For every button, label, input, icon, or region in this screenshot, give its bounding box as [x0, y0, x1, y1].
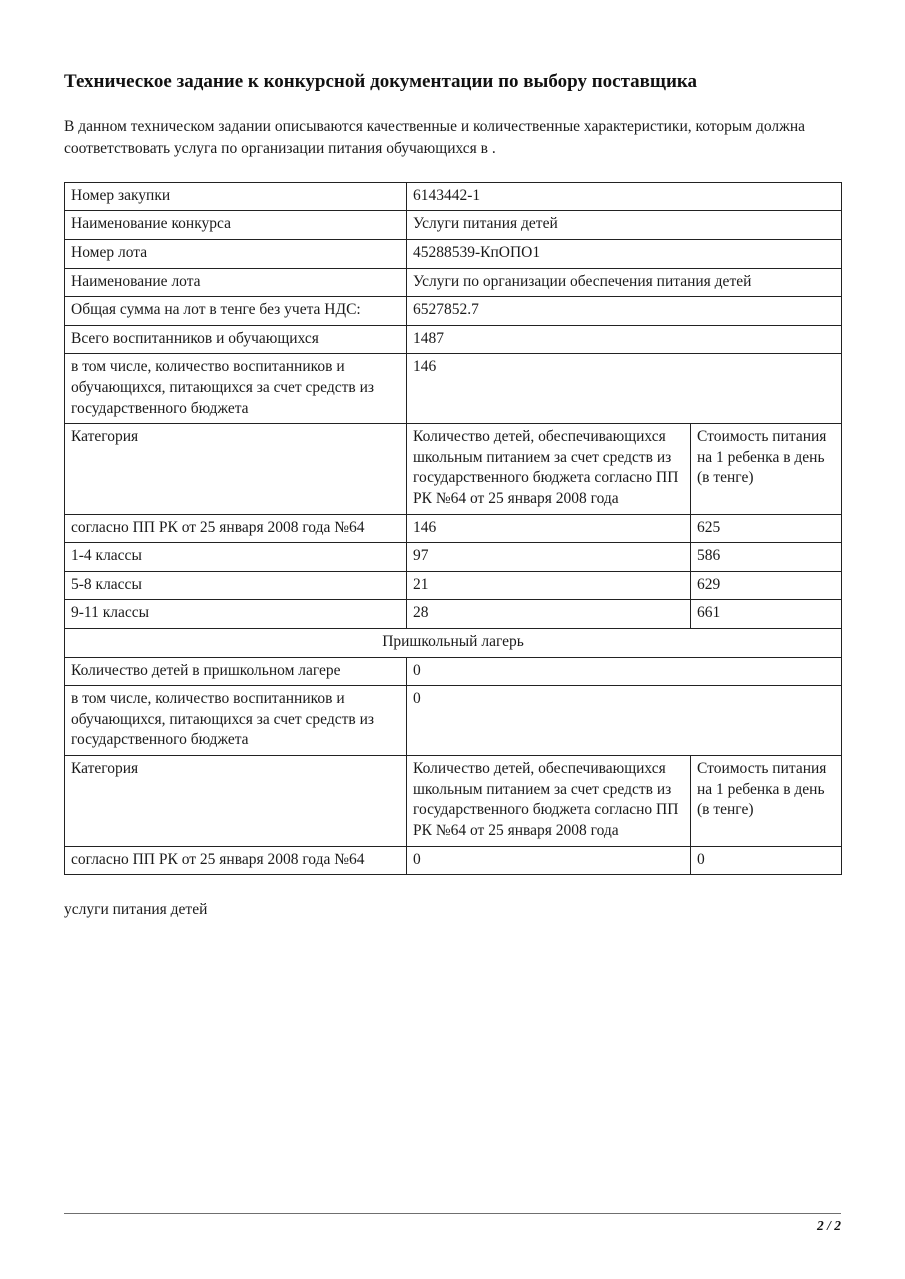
- table-cell: 661: [691, 600, 842, 629]
- table-row: [65, 514, 842, 543]
- table-cell: 9-11 классы: [65, 600, 407, 629]
- table-cell: 28: [407, 600, 691, 629]
- table-row: [65, 629, 842, 658]
- table-cell: Количество детей в пришкольном лагере: [65, 657, 407, 686]
- table-cell: Количество детей, обеспечивающихся школьным питанием за счет средств из государственного бюджета согласно ПП РК №64 от 25 января 2008 года: [407, 424, 691, 514]
- table-cell: 146: [407, 354, 842, 424]
- table-row: [65, 182, 842, 211]
- page-title: Техническое задание к конкурсной документации по выбору поставщика: [64, 71, 698, 92]
- document-page: [64, 0, 841, 1279]
- footer-note: услуги питания детей: [64, 901, 208, 919]
- table-cell: Пришкольный лагерь: [65, 629, 842, 658]
- intro-paragraph: В данном техническом задании описываются качественные и количественные характеристики, которым должна соответствовать услуга по организации питания обучающихся в .: [64, 117, 806, 158]
- table-row: [65, 756, 842, 846]
- table-cell: Услуги питания детей: [407, 211, 842, 240]
- footer-divider: [64, 1213, 841, 1214]
- table-cell: 5-8 классы: [65, 571, 407, 600]
- table-cell: Категория: [65, 424, 407, 514]
- table-cell: согласно ПП РК от 25 января 2008 года №64: [65, 514, 407, 543]
- table-cell: Услуги по организации обеспечения питания детей: [407, 268, 842, 297]
- table-cell: 97: [407, 543, 691, 572]
- table-row: [65, 846, 842, 875]
- table-cell: согласно ПП РК от 25 января 2008 года №64: [65, 846, 407, 875]
- table-row: [65, 325, 842, 354]
- table-cell: 625: [691, 514, 842, 543]
- table-cell: 0: [691, 846, 842, 875]
- table-row: [65, 424, 842, 514]
- table-row: [65, 600, 842, 629]
- table-row: [65, 354, 842, 424]
- table-cell: 6527852.7: [407, 297, 842, 326]
- table-cell: 0: [407, 846, 691, 875]
- table-cell: 21: [407, 571, 691, 600]
- table-cell: Наименование конкурса: [65, 211, 407, 240]
- table-cell: 45288539-КпОПО1: [407, 239, 842, 268]
- table-cell: 6143442-1: [407, 182, 842, 211]
- page-number: 2 / 2: [816, 1218, 841, 1233]
- table-cell: Категория: [65, 756, 407, 846]
- table-cell: Общая сумма на лот в тенге без учета НДС:: [65, 297, 407, 326]
- table-cell: 146: [407, 514, 691, 543]
- table-cell: Номер закупки: [65, 182, 407, 211]
- table-row: [65, 657, 842, 686]
- table-cell: Количество детей, обеспечивающихся школьным питанием за счет средств из государственного бюджета согласно ПП РК №64 от 25 января 2008 года: [407, 756, 691, 846]
- table-row: [65, 268, 842, 297]
- spec-table: [64, 182, 842, 875]
- page-footer: [64, 1213, 841, 1234]
- table-cell: Стоимость питания на 1 ребенка в день (в тенге): [691, 424, 842, 514]
- table-row: [65, 543, 842, 572]
- table-cell: 1-4 классы: [65, 543, 407, 572]
- table-cell: Стоимость питания на 1 ребенка в день (в тенге): [691, 756, 842, 846]
- table-cell: в том числе, количество воспитанников и обучающихся, питающихся за счет средств из государственного бюджета: [65, 686, 407, 756]
- table-cell: Номер лота: [65, 239, 407, 268]
- table-row: [65, 571, 842, 600]
- table-cell: 0: [407, 657, 842, 686]
- table-cell: Всего воспитанников и обучающихся: [65, 325, 407, 354]
- table-cell: 586: [691, 543, 842, 572]
- table-row: [65, 297, 842, 326]
- table-cell: Наименование лота: [65, 268, 407, 297]
- table-row: [65, 239, 842, 268]
- table-cell: в том числе, количество воспитанников и обучающихся, питающихся за счет средств из государственного бюджета: [65, 354, 407, 424]
- table-row: [65, 686, 842, 756]
- table-cell: 0: [407, 686, 842, 756]
- table-cell: 1487: [407, 325, 842, 354]
- table-cell: 629: [691, 571, 842, 600]
- table-row: [65, 211, 842, 240]
